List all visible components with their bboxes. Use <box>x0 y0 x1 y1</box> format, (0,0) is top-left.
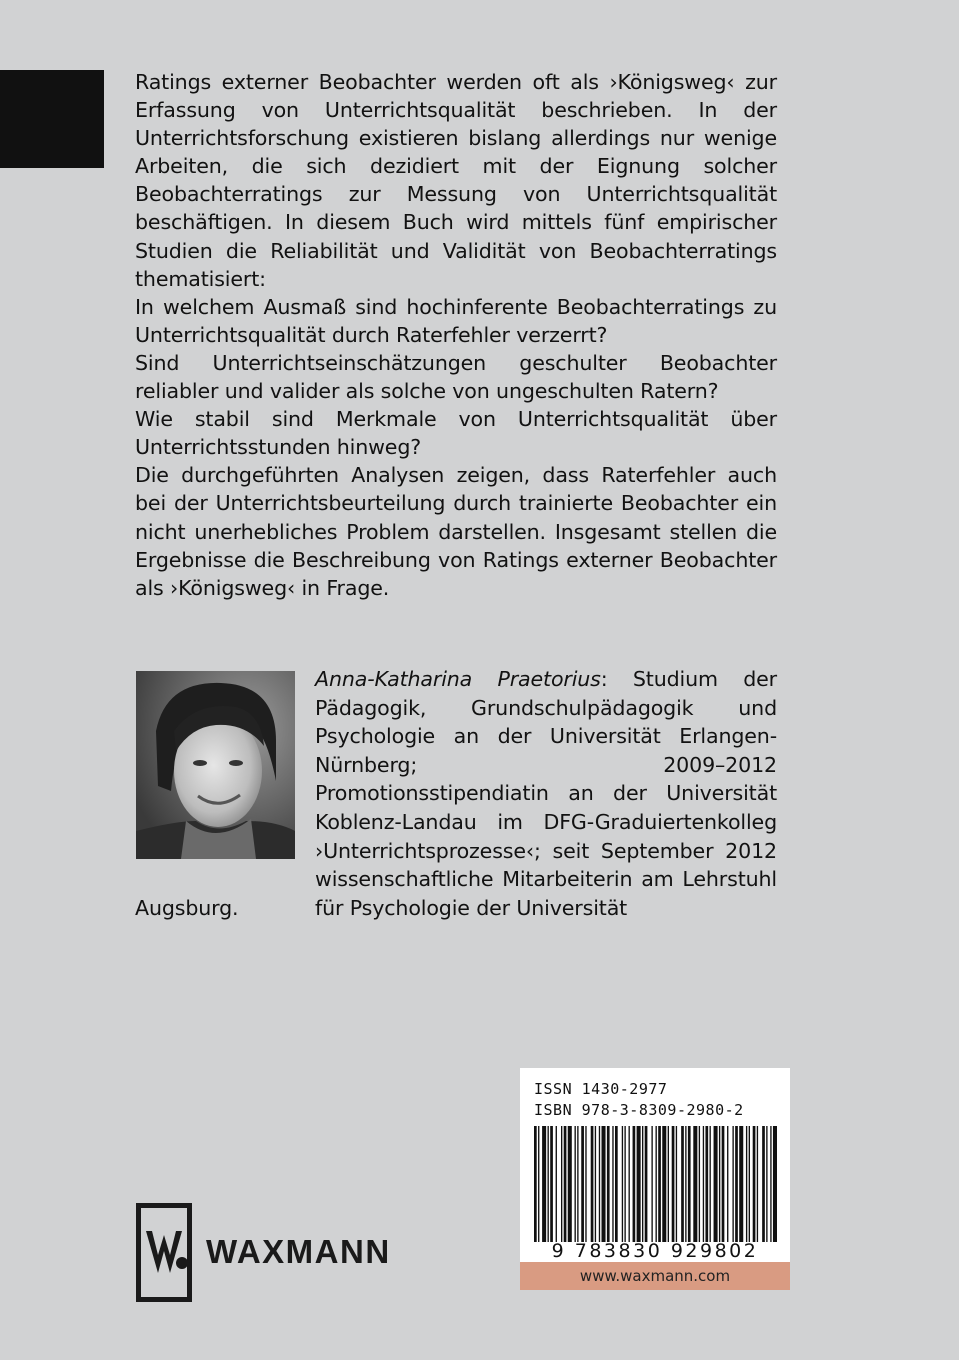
issn-label: ISSN 1430-2977 <box>534 1080 668 1098</box>
author-bio-text: : Studium der Pädagogik, Grundschulpädagogik und Psychologie an der Universität Erlangen-Nürnberg; 2009–2012 Promotionsstipendiatin an der Universität Koblenz-Landau im DFG-Graduiertenkolleg ›Unterrichtsprozesse‹; seit September 2012 wissenschaftliche Mitarbeiterin am Lehrstuhl für Psychologie der Universität <box>315 667 777 920</box>
author-photo <box>136 671 295 859</box>
isbn-label: ISBN 978-3-8309-2980-2 <box>534 1101 744 1119</box>
blurb-paragraph-1: Ratings externer Beobachter werden oft als ›Königsweg‹ zur Erfassung von Unterrichtsqualität beschrieben. In der Unterrichtsforschung existieren bislang allerdings nur wenige Arbeiten, die sich dezidiert mit der Eignung solcher Beobachterratings zur Messung von Unterrichtsqualität beschäftigen. In diesem Buch wird mittels fünf empirischer Studien die Reliabilität und Validität von Beobachterratings thematisiert: <box>135 70 777 291</box>
publisher-name: WAXMANN <box>206 1233 391 1270</box>
website-strip[interactable] <box>520 1262 790 1290</box>
author-name: Anna-Katharina Praetorius <box>315 667 601 691</box>
blurb-question-1: In welchem Ausmaß sind hochinferente Beobachterratings zu Unterrichtsqualität durch Raterfehler verzerrt? <box>135 294 777 347</box>
author-bio <box>135 665 777 922</box>
blurb-question-3: Wie stabil sind Merkmale von Unterrichtsqualität über Unterrichtsstunden hinweg? <box>135 407 777 460</box>
blurb-question-2: Sind Unterrichtseinschätzungen geschulter Beobachter reliabler und valider als solche von ungeschulten Ratern? <box>135 350 777 404</box>
ean-digits: 9 783830 929802 <box>551 1240 759 1262</box>
waxmann-logo-icon <box>136 1203 192 1302</box>
black-tab-decoration <box>0 70 104 168</box>
blurb-text <box>135 68 777 602</box>
website-link[interactable]: www.waxmann.com <box>579 1267 731 1285</box>
author-bio-end: Augsburg. <box>135 896 239 920</box>
blurb-conclusion: Die durchgeführten Analysen zeigen, dass Raterfehler auch bei der Unterrichtsbeurteilung durch trainierte Beobachter ein nicht unerhebliches Problem darstellen. Insgesamt stellen die Ergebnisse die Beschreibung von Ratings externer Beobachter als ›Königsweg‹ in Frage. <box>135 463 777 600</box>
barcode-icon <box>528 1126 782 1246</box>
barcode-box <box>520 1068 790 1290</box>
